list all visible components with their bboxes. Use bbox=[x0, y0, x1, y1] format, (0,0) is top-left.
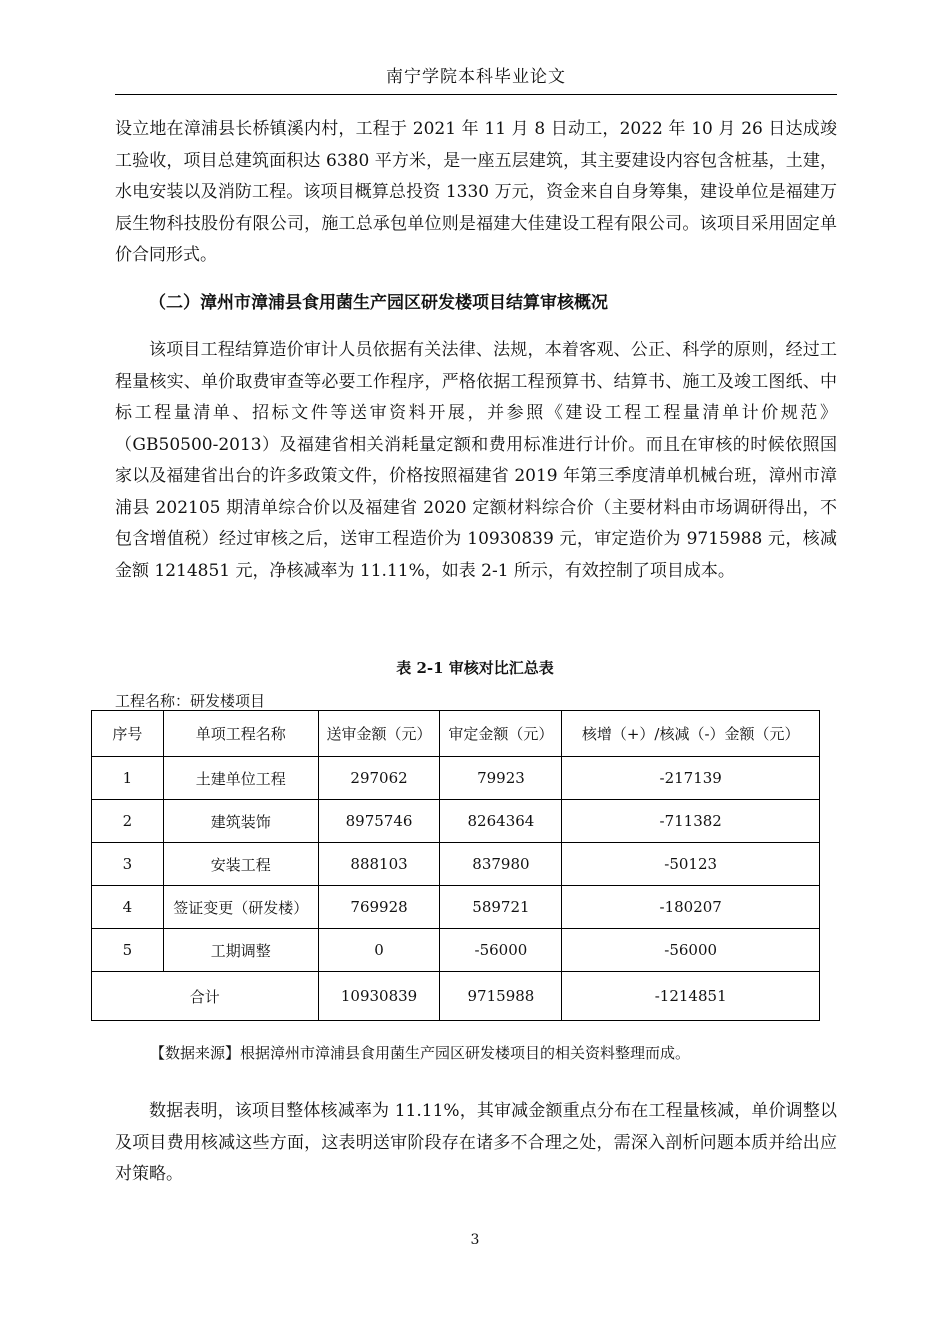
cell-submitted: 297062 bbox=[318, 757, 440, 800]
header-cell-approved: 审定金额（元） bbox=[440, 711, 562, 757]
paragraph-project-overview: 设立地在漳浦县长桥镇溪内村，工程于 2021 年 11 月 8 日动工，2022 年 10 月 26 日达成竣工验收，项目总建筑面积达 6380 平方米，是一座五层建筑，其主要建设内容包含桩基，土建，水电安装以及消防工程。该项目概算总投资 1330 万元，资金来自自身筹集，建设单位是福建万辰生物科技股份有限公司，施工总承包单位则是福建大佳建设工程有限公司。该项目采用固定单价合同形式。 bbox=[115, 119, 837, 265]
conclusion-paragraph-block bbox=[115, 1096, 837, 1191]
cell-approved: 79923 bbox=[440, 757, 562, 800]
header-cell-index: 序号 bbox=[92, 711, 164, 757]
total-submitted: 10930839 bbox=[318, 972, 440, 1021]
cell-difference: -56000 bbox=[562, 929, 820, 972]
table-row bbox=[92, 843, 820, 886]
table-row bbox=[92, 886, 820, 929]
audit-comparison-table bbox=[91, 710, 820, 1021]
cell-approved: 837980 bbox=[440, 843, 562, 886]
cell-approved: 589721 bbox=[440, 886, 562, 929]
cell-item-name: 签证变更（研发楼） bbox=[163, 886, 318, 929]
paragraph-audit-overview: 该项目工程结算造价审计人员依据有关法律、法规，本着客观、公正、科学的原则，经过工程量核实、单价取费审查等必要工作程序，严格依据工程预算书、结算书、施工及竣工图纸、中标工程量清单、招标文件等送审资料开展，并参照《建设工程工程量清单计价规范》（GB50500-2013）及福建省相关消耗量定额和费用标准进行计价。而且在审核的时候依照国家以及福建省出台的许多政策文件，价格按照福建省 2019 年第三季度清单机械台班，漳州市漳浦县 202105 期清单综合价以及福建省 2020 定额材料综合价（主要材料由市场调研得出，不包含增值税）经过审核之后，送审工程造价为 10930839 元，审定造价为 9715988 元，核减金额 1214851 元，净核减率为 11.11%，如表 2-1 所示，有效控制了项目成本。 bbox=[115, 340, 837, 581]
section-heading: （二）漳州市漳浦县食用菌生产园区研发楼项目结算审核概况 bbox=[149, 293, 608, 313]
cell-difference: -50123 bbox=[562, 843, 820, 886]
cell-index: 5 bbox=[92, 929, 164, 972]
paragraph-conclusion: 数据表明，该项目整体核减率为 11.11%，其审减金额重点分布在工程量核减，单价调整以及项目费用核减这些方面，这表明送审阶段存在诸多不合理之处，需深入剖析问题本质并给出应对策略。 bbox=[115, 1101, 837, 1184]
audit-paragraph-block bbox=[115, 335, 837, 587]
cell-difference: -217139 bbox=[562, 757, 820, 800]
table-total-row bbox=[92, 972, 820, 1021]
cell-item-name: 建筑装饰 bbox=[163, 800, 318, 843]
cell-submitted: 888103 bbox=[318, 843, 440, 886]
cell-difference: -180207 bbox=[562, 886, 820, 929]
cell-index: 2 bbox=[92, 800, 164, 843]
table-caption: 表 2-1 审核对比汇总表 bbox=[396, 659, 554, 677]
total-approved: 9715988 bbox=[440, 972, 562, 1021]
table-row bbox=[92, 757, 820, 800]
header-cell-item-name: 单项工程名称 bbox=[163, 711, 318, 757]
table-header-row bbox=[92, 711, 820, 757]
cell-index: 3 bbox=[92, 843, 164, 886]
table-source-note: 【数据来源】根据漳州市漳浦县食用菌生产园区研发楼项目的相关资料整理而成。 bbox=[150, 1044, 691, 1062]
intro-paragraph-block bbox=[115, 114, 837, 272]
table-row bbox=[92, 929, 820, 972]
cell-submitted: 8975746 bbox=[318, 800, 440, 843]
cell-index: 1 bbox=[92, 757, 164, 800]
table-project-name: 工程名称：研发楼项目 bbox=[115, 692, 266, 710]
table-row bbox=[92, 800, 820, 843]
header-cell-submitted: 送审金额（元） bbox=[318, 711, 440, 757]
cell-submitted: 0 bbox=[318, 929, 440, 972]
cell-item-name: 安装工程 bbox=[163, 843, 318, 886]
header-cell-difference: 核增（+）/核减（-）金额（元） bbox=[562, 711, 820, 757]
cell-approved: 8264364 bbox=[440, 800, 562, 843]
total-label: 合计 bbox=[92, 972, 319, 1021]
header-divider bbox=[115, 94, 837, 95]
cell-item-name: 土建单位工程 bbox=[163, 757, 318, 800]
cell-submitted: 769928 bbox=[318, 886, 440, 929]
cell-difference: -711382 bbox=[562, 800, 820, 843]
total-difference: -1214851 bbox=[562, 972, 820, 1021]
cell-approved: -56000 bbox=[440, 929, 562, 972]
page-number: 3 bbox=[470, 1232, 480, 1248]
page-header-title: 南宁学院本科毕业论文 bbox=[386, 67, 566, 87]
cell-index: 4 bbox=[92, 886, 164, 929]
cell-item-name: 工期调整 bbox=[163, 929, 318, 972]
